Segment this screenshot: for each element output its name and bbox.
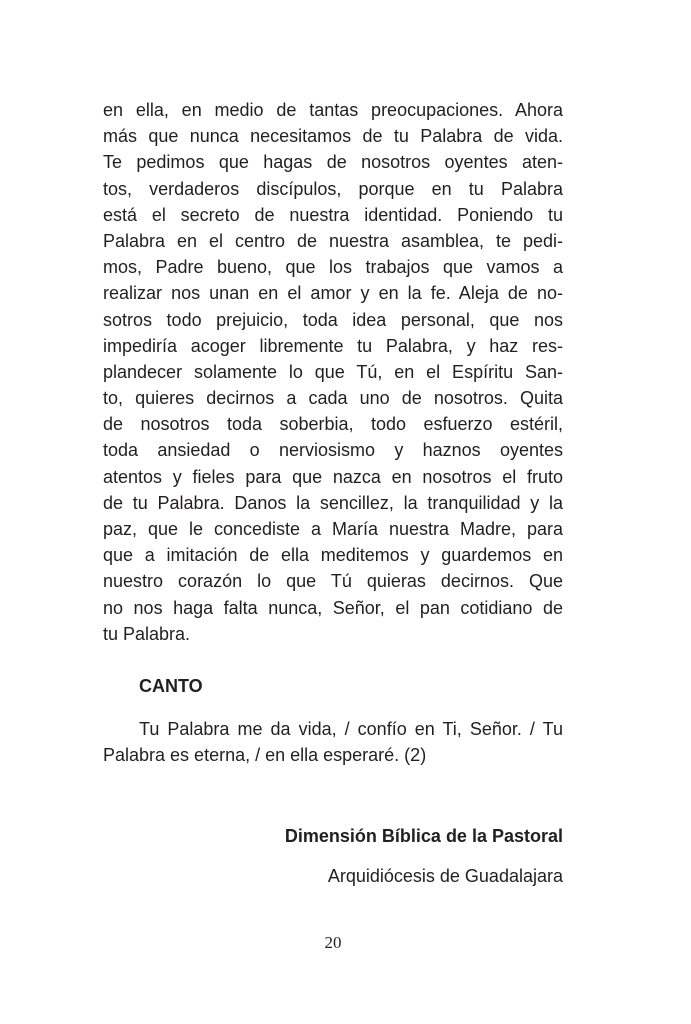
signature-organization: Dimensión Bíblica de la Pastoral — [284, 826, 563, 846]
body-text-line: tu Palabra. — [103, 623, 191, 644]
body-text-line: no nos haga falta nunca, Señor, el pan cotidiano de — [103, 597, 563, 618]
body-text-line: de nosotros toda soberbia, todo esfuerzo estéril, — [103, 414, 563, 435]
body-text-line: más que nunca necesitamos de tu Palabra de vida. — [103, 126, 563, 147]
body-text-line: en ella, en medio de tantas preocupaciones. Ahora — [103, 100, 563, 120]
body-text-line: to, quieres decirnos a cada uno de nosotros. Quita — [103, 388, 563, 409]
body-text-line: Te pedimos que hagas de nosotros oyentes aten- — [103, 152, 563, 173]
body-text-line: plandecer solamente lo que Tú, en el Espíritu San- — [103, 361, 563, 382]
body-text-line: tos, verdaderos discípulos, porque en tu Palabra — [103, 178, 563, 199]
body-text-line: sotros todo prejuicio, toda idea personal, que nos — [103, 309, 563, 330]
body-text-line: atentos y fieles para que nazca en nosotros el fruto — [103, 466, 563, 487]
body-text-line: realizar nos unan en el amor y en la fe. Aleja de no- — [103, 283, 563, 304]
body-text-line: nuestro corazón lo que Tú quieras decirnos. Que — [103, 571, 563, 592]
canto-lyrics — [103, 716, 563, 768]
body-text-line: que a imitación de ella meditemos y guardemos en — [103, 545, 563, 566]
canto-line: Tu Palabra me da vida, / confío en Ti, Señor. / Tu — [139, 719, 563, 739]
signature-diocese: Arquidiócesis de Guadalajara — [327, 866, 563, 886]
body-text-line: de tu Palabra. Danos la sencillez, la tranquilidad y la — [103, 492, 563, 513]
canto-heading: CANTO — [139, 676, 203, 696]
body-text-line: Palabra en el centro de nuestra asamblea, te pedi- — [103, 230, 563, 251]
prayer-paragraph — [103, 97, 563, 647]
body-text-line: paz, que le concediste a María nuestra Madre, para — [103, 519, 563, 539]
body-text-line: impediría acoger libremente tu Palabra, y haz res- — [103, 335, 563, 356]
body-text-line: mos, Padre bueno, que los trabajos que vamos a — [103, 257, 563, 278]
canto-line: Palabra es eterna, / en ella esperaré. (2) — [103, 745, 427, 766]
body-text-line: está el secreto de nuestra identidad. Poniendo tu — [103, 204, 563, 225]
body-text-line: toda ansiedad o nerviosismo y haznos oyentes — [103, 440, 563, 461]
page-number: 20 — [324, 933, 342, 952]
